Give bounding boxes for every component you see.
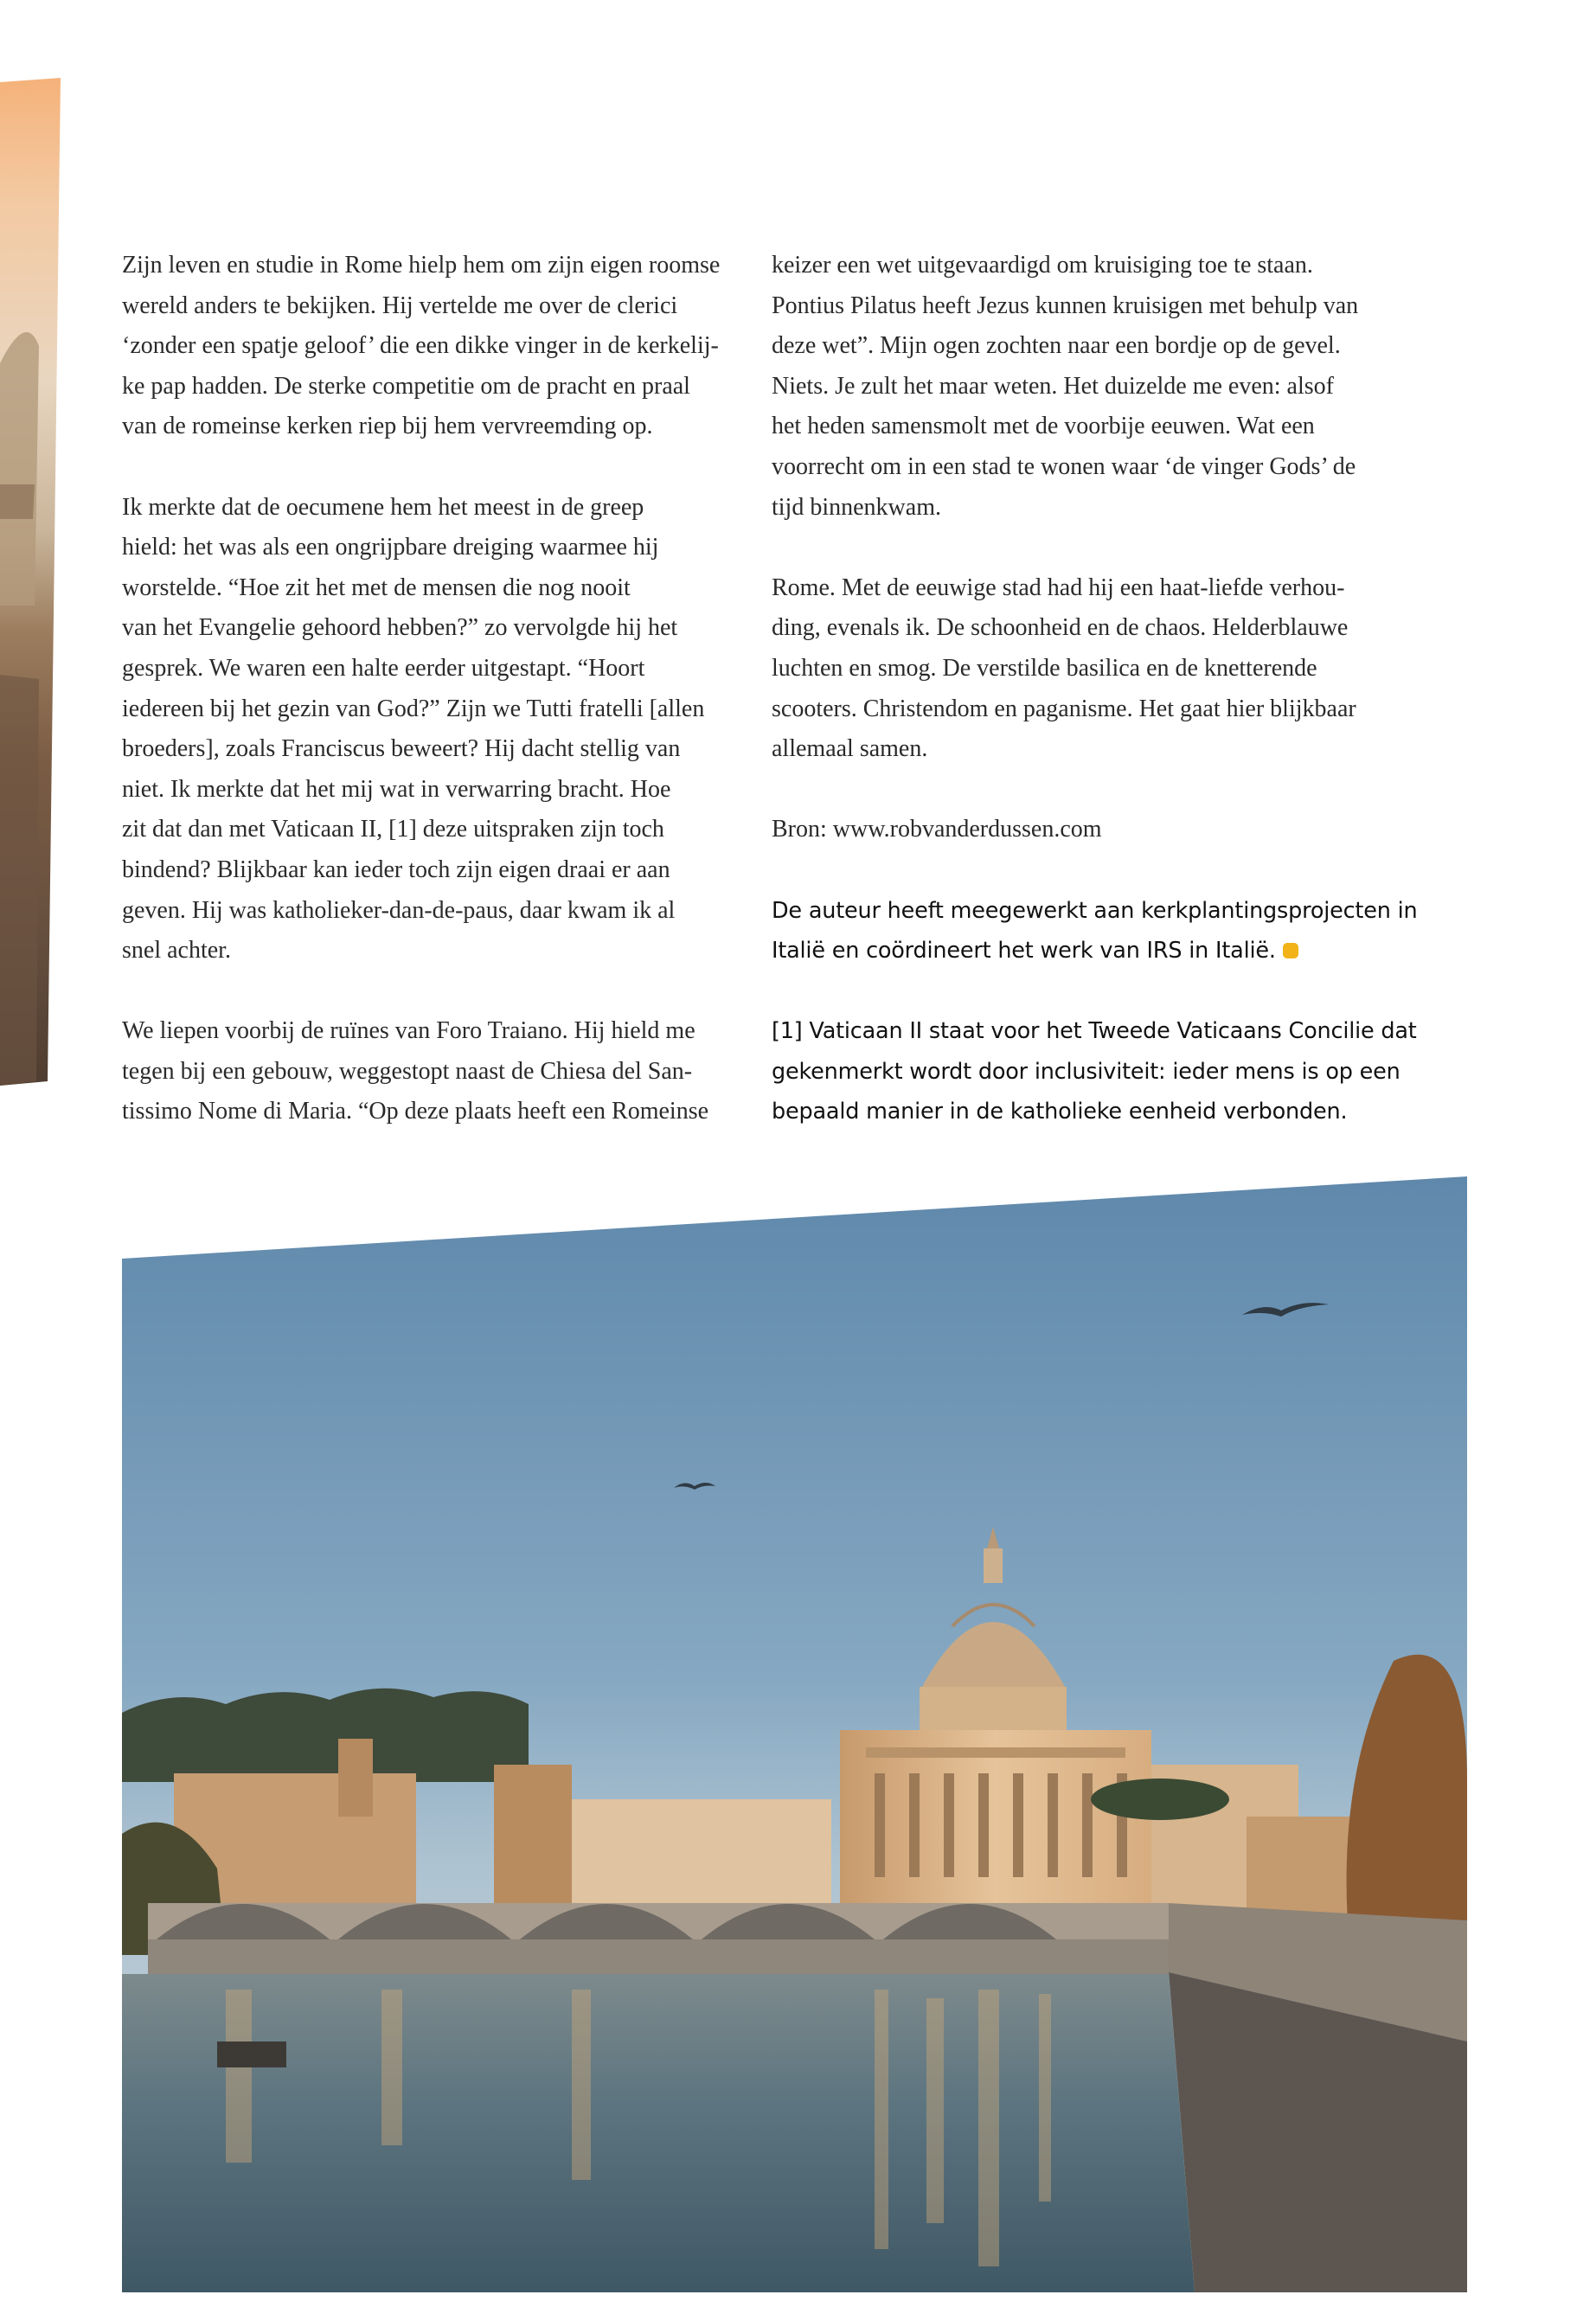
footnote: [1] Vaticaan II staat voor het Tweede Vaticaans Concilie dat gekenmerkt wordt door inclusiviteit: ieder mens is op een bepaald manier in de katholieke eenheid verbonden. (772, 1018, 1417, 1125)
author-note-line-2: Italië en coördineert het werk van IRS in Italië. (772, 938, 1276, 965)
source-line: Bron: www.robvanderdussen.com (772, 816, 1102, 843)
edge-photo-strip (0, 0, 69, 2301)
article-right-column (772, 246, 1418, 1173)
author-note: De auteur heeft meegewerkt aan kerkplantingsprojecten in Italië en coördineert het werk van IRS in Italië. (772, 897, 1418, 965)
paragraph-3: We liepen voorbij de ruïnes van Foro Traiano. Hij hield me tegen bij een gebouw, weggestopt naast de Chiesa del San- tissimo Nome di Maria. “Op deze plaats heeft een Romeinse (122, 1017, 709, 1125)
paragraph-4: keizer een wet uitgevaardigd om kruisiging toe te staan. Pontius Pilatus heeft Jezus kunnen kruisigen met behulp van deze wet”. Mijn ogen zochten naar een bordje op de gevel. Niets. Je zult het maar weten. Het duizelde me even: alsof het heden samensmolt met de voorbije eeuwen. Wat een voorrecht om in een stad te wonen waar ‘de vinger Gods’ de tijd binnenkwam. (772, 252, 1359, 521)
paragraph-5: Rome. Met de eeuwige stad had hij een haat-liefde verhou- ding, evenals ik. De schoonheid en de chaos. Helderblauwe luchten en smog. De verstilde basilica en de knetterende scooters. Christendom en paganisme. Het gaat hier blijkbaar allemaal samen. (772, 574, 1356, 763)
end-mark-dot-icon (1283, 943, 1298, 958)
paragraph-1: Zijn leven en studie in Rome hielp hem om zijn eigen roomse wereld anders te bekijken. Hij vertelde me over de clerici ‘zonder een spatje geloof’ die een dikke vinger in de kerkelij- ke pap hadden. De sterke competitie om de pracht en praal van de romeinse kerken riep bij hem vervreemding op. (122, 252, 721, 440)
rome-photo (122, 1176, 1467, 2292)
paragraph-2: Ik merkte dat de oecumene hem het meest in de greep hield: het was als een ongrijpbare dreiging waarmee hij worstelde. “Hoe zit het met de mensen die nog nooit van het Evangelie gehoord hebben?” zo vervolgde hij het gesprek. We waren een halte eerder uitgestapt. “Hoort iedereen bij het gezin van God?” Zijn we Tutti fratelli [allen broeders], zoals Franciscus beweert? Hij dacht stellig van niet. Ik merkte dat het mij wat in verwarring bracht. Hoe zit dat dan met Vaticaan II, [1] deze uitspraken zijn toch bindend? Blijkbaar kan ieder toch zijn eigen draai er aan geven. Hij was katholieker-dan-de-paus, daar kwam ik al snel achter. (122, 493, 705, 965)
article-left-column (122, 246, 745, 1173)
